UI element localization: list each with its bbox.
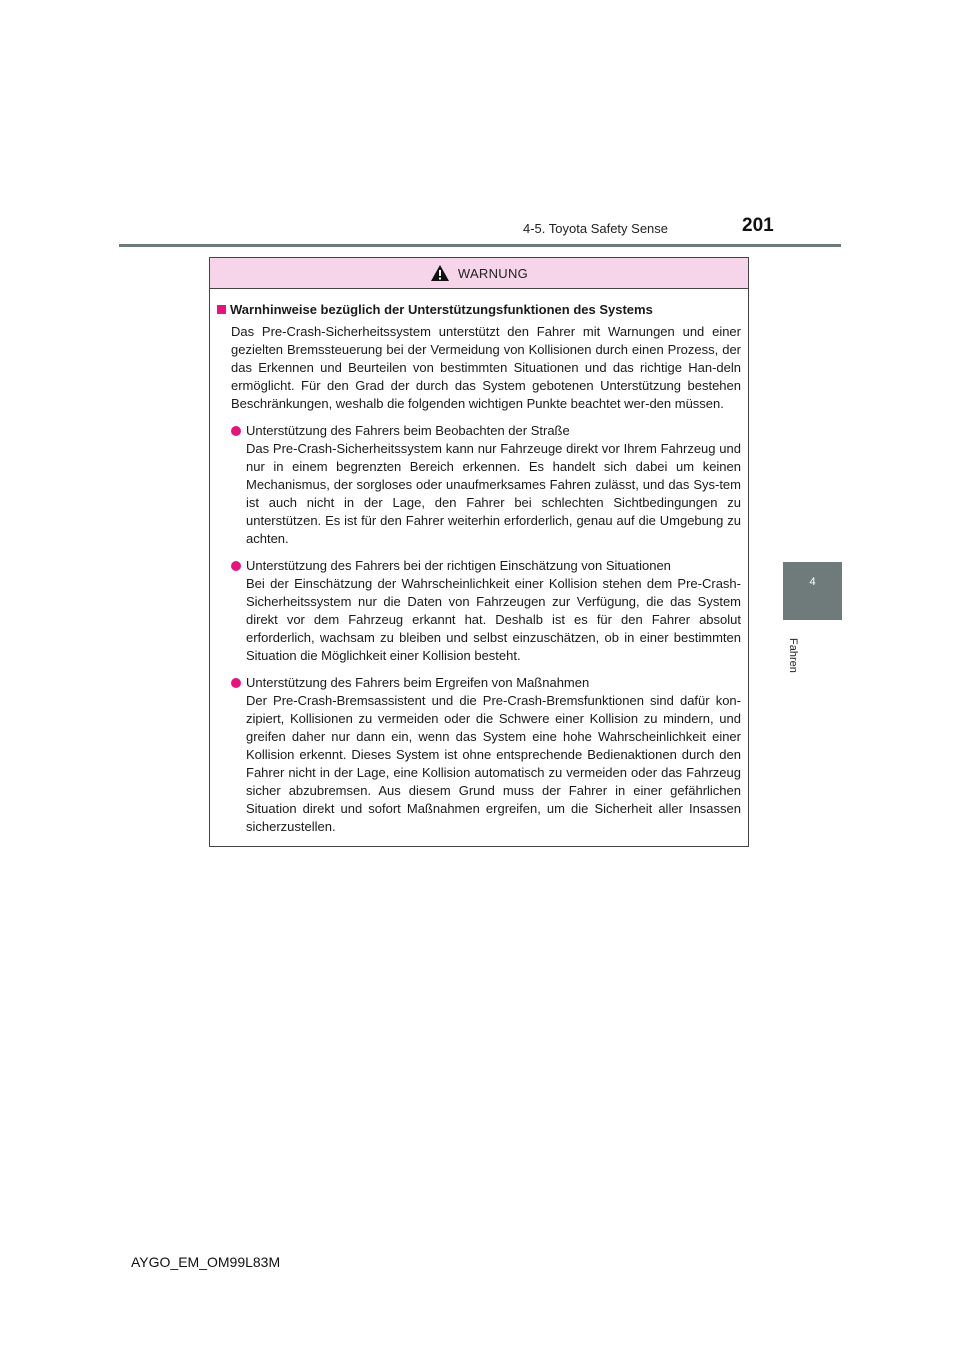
list-item-content [246, 674, 741, 836]
list-item [217, 674, 741, 836]
warning-heading [217, 301, 741, 319]
list-item [217, 557, 741, 665]
warning-body [210, 289, 748, 836]
warning-box [209, 257, 749, 847]
list-item-content [246, 422, 741, 548]
page-number: 201 [742, 215, 774, 236]
list-item-title: Unterstützung des Fahrers beim Beobachten der Straße [246, 423, 570, 438]
warning-triangle-icon [430, 264, 450, 282]
chapter-number: 4 [809, 576, 816, 588]
chapter-tab [783, 562, 842, 620]
list-item-title: Unterstützung des Fahrers beim Ergreifen von Maßnahmen [246, 675, 590, 690]
warning-header [210, 258, 748, 289]
list-item-content [246, 557, 741, 665]
list-item-title: Unterstützung des Fahrers bei der richtigen Einschätzung von Situationen [246, 558, 671, 573]
circle-bullet-icon [231, 561, 241, 571]
square-bullet-icon [217, 305, 226, 314]
list-item [217, 422, 741, 548]
warning-heading-text: Warnhinweise bezüglich der Unterstützungsfunktionen des Systems [230, 302, 653, 317]
section-title: 4-5. Toyota Safety Sense [523, 221, 669, 236]
list-item-text: Das Pre-Crash-Sicherheitssystem kann nur Fahrzeuge direkt vor Ihrem Fahrzeug und nur in einem begrenzten Bereich erkennen. Es handelt sich dabei um keinen Mechanismus, der sorgloses oder unaufmerksames Fahren zulässt, und das Sys-tem ist auch nicht in der Lage, den Fahrer bei schlechten Sichtbedingungen zu unterstützen. Es ist für den Fahrer weiterhin erforderlich, genau auf die Umgebung zu achten. [246, 441, 741, 546]
document-code: AYGO_EM_OM99L83M [131, 1254, 281, 1270]
chapter-label: Fahren [787, 638, 799, 673]
circle-bullet-icon [231, 678, 241, 688]
list-item-text: Der Pre-Crash-Bremsassistent und die Pre-Crash-Bremsfunktionen sind dafür kon-zipiert, Kollisionen zu vermeiden oder die Schwere einer Kollision zu mindern, und greifen daher nur dann ein, wenn das System eine hohe Wahrscheinlichkeit einer Kollision erkennt. Dieses System ist ohne entsprechende Bedienaktionen durch den Fahrer nicht in der Lage, eine Kollision automatisch zu vermeiden oder das Fahrzeug sicher abzubremsen. Aus diesem Grund muss der Fahrer in einer gefährlichen Situation direkt und sofort Maßnahmen ergreifen, um die Sicherheit aller Insassen sicherzustellen. [246, 693, 741, 834]
warning-title: WARNUNG [457, 265, 529, 281]
circle-bullet-icon [231, 426, 241, 436]
warning-intro: Das Pre-Crash-Sicherheitssystem unterstützt den Fahrer mit Warnungen und einer gezielten Bremssteuerung bei der Vermeidung von Kollisionen durch einen Prozess, der das Erkennen und Beurteilen von bestimmten Situationen und das richtige Han-deln ermöglicht. Für den Grad der durch das System gebotenen Unterstützung bestehen Beschränkungen, weshalb die folgenden wichtigen Punkte beachtet wer-den müssen. [231, 324, 741, 411]
list-item-text: Bei der Einschätzung der Wahrscheinlichkeit einer Kollision stehen dem Pre-Crash-Sicherheitssystem nur die Daten von Fahrzeugen zur Verfügung, die das System direkt vor dem Fahrzeug erkannt hat. Deshalb ist es für den Fahrer absolut erforderlich, wachsam zu bleiben und selbst einzuschätzen, ob in einer bestimmten Situation die Möglichkeit einer Kollision besteht. [246, 576, 741, 663]
header-divider [119, 244, 841, 247]
